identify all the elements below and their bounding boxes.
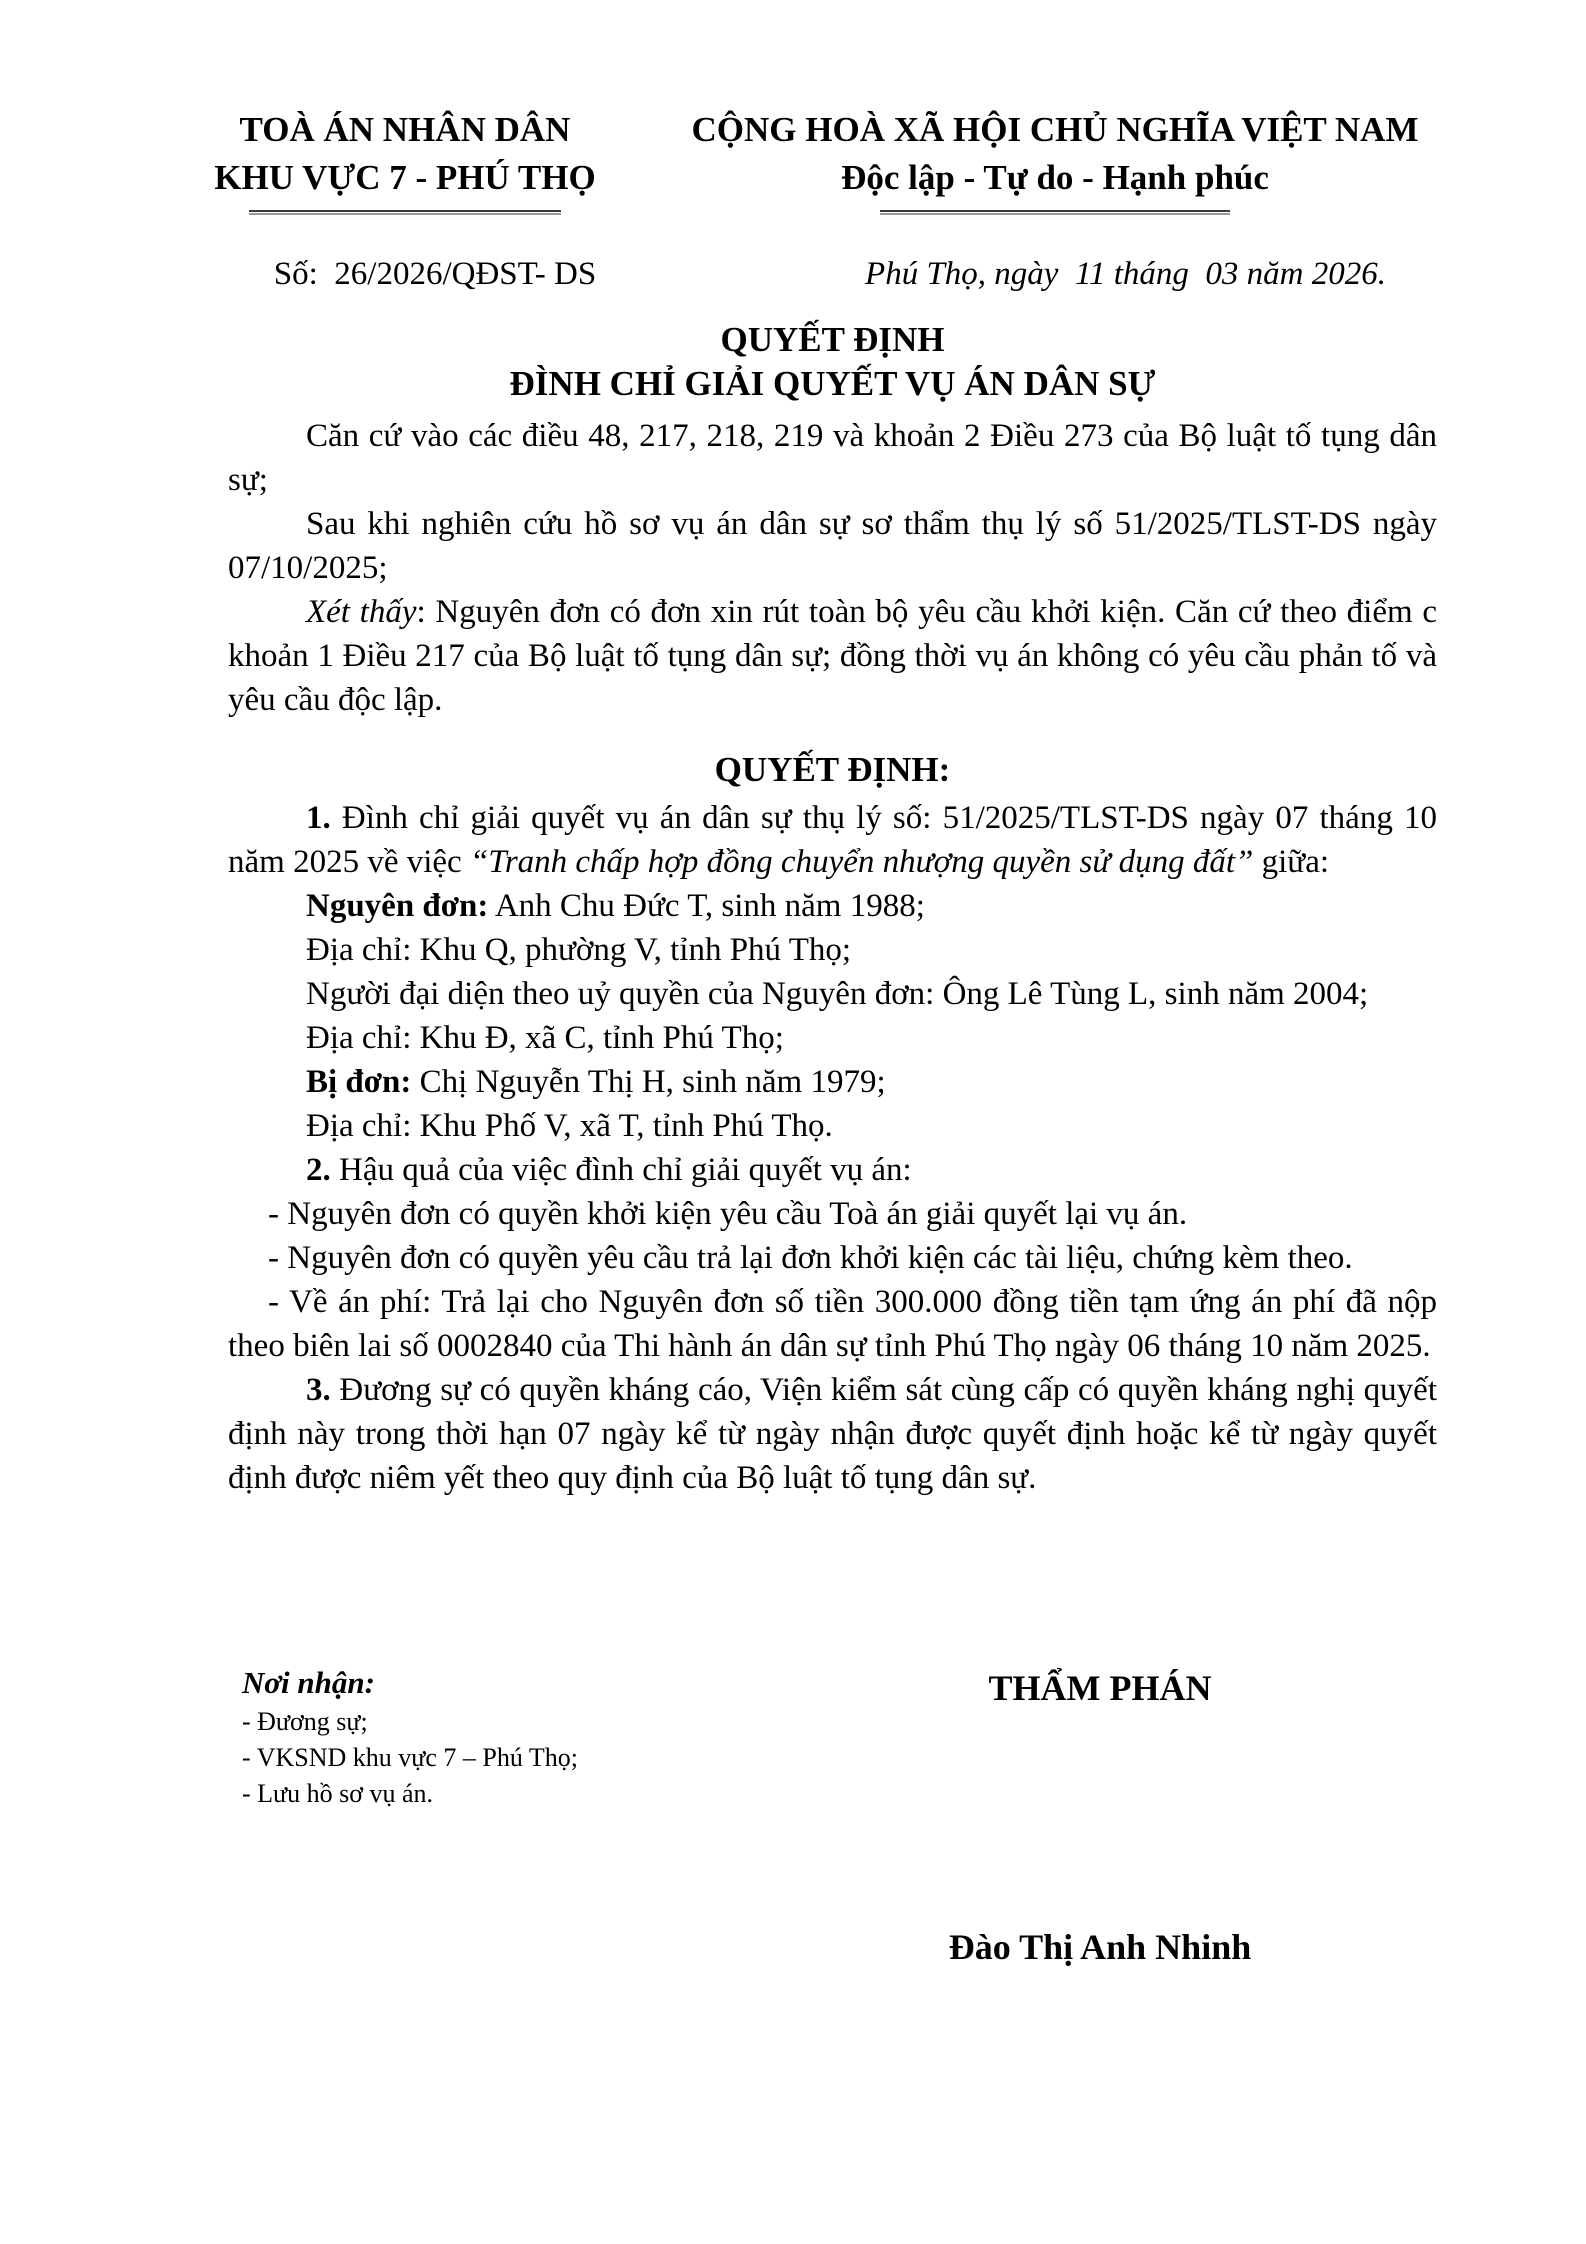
signer-name: Đào Thị Anh Nhinh	[948, 1927, 1252, 1967]
item1-number: 1.	[306, 800, 331, 836]
national-header-block	[640, 106, 1470, 212]
consequence-point-3: - Về án phí: Trả lại cho Nguyên đơn số tiền 300.000 đồng tiền tạm ứng án phí đã nộp theo biên lai số 0002840 của Thi hành án dân sự tỉnh Phú Thọ ngày 06 tháng 10 năm 2025.	[228, 1284, 1437, 1364]
representative-line: Người đại diện theo uỷ quyền của Nguyên đơn: Ông Lê Tùng L, sinh năm 2004;	[306, 976, 1369, 1012]
case-name: “Tranh chấp hợp đồng chuyển nhượng quyền sử dụng đất”	[469, 844, 1254, 880]
decision-item-3	[228, 1368, 1437, 1500]
place-date-line: Phú Thọ, ngày 11 tháng 03 năm 2026.	[865, 256, 1386, 292]
document-footer	[0, 1662, 1586, 2222]
decision-heading: QUYẾT ĐỊNH:	[714, 750, 951, 789]
defendant-line	[228, 1060, 1437, 1104]
title-line1: QUYẾT ĐỊNH	[720, 320, 945, 359]
consequence-point-1: - Nguyên đơn có quyền khởi kiện yêu cầu Toà án giải quyết lại vụ án.	[268, 1196, 1188, 1232]
title-line2: ĐÌNH CHỈ GIẢI QUYẾT VỤ ÁN DÂN SỰ	[509, 364, 1156, 403]
recipients-block	[242, 1662, 578, 1812]
national-motto-line: Độc lập - Tự do - Hạnh phúc	[841, 158, 1269, 197]
item1-text-post: giữa:	[1253, 844, 1330, 880]
issuing-court-block	[170, 106, 640, 212]
defendant-address-line: Địa chỉ: Khu Phố V, xã T, tỉnh Phú Thọ.	[306, 1108, 833, 1144]
item3-text: Đương sự có quyền kháng cáo, Viện kiểm sát cùng cấp có quyền kháng nghị quyết định này trong thời hạn 07 ngày kể từ ngày nhận được quyết định hoặc kể từ ngày quyết định được niêm yết theo quy định của Bộ luật tố tụng dân sự.	[228, 1372, 1437, 1496]
representative-address-line: Địa chỉ: Khu Đ, xã C, tỉnh Phú Thọ;	[306, 1020, 784, 1056]
plaintiff-value: Anh Chu Đức T, sinh năm 1988;	[488, 888, 925, 924]
plaintiff-label: Nguyên đơn:	[306, 888, 489, 924]
preamble-paragraph-3	[228, 590, 1437, 722]
recipient-item: - VKSND khu vực 7 – Phú Thọ;	[242, 1743, 578, 1772]
recipient-item: - Lưu hồ sơ vụ án.	[242, 1779, 434, 1808]
document-number: Số: 26/2026/QĐST- DS	[273, 256, 597, 292]
signature-block	[900, 1666, 1300, 1969]
decision-item-1	[228, 796, 1437, 884]
plaintiff-line	[228, 884, 1437, 928]
preamble-section	[228, 414, 1437, 722]
xet-thay-text: : Nguyên đơn có đơn xin rút toàn bộ yêu cầu khởi kiện. Căn cứ theo điểm c khoản 1 Điều 217 của Bộ luật tố tụng dân sự; đồng thời vụ án không có yêu cầu phản tố và yêu cầu độc lập.	[228, 594, 1437, 718]
decision-section	[228, 796, 1437, 1500]
recipient-item: - Đương sự;	[242, 1707, 368, 1736]
national-name-line: CỘNG HOÀ XÃ HỘI CHỦ NGHĨA VIỆT NAM	[691, 110, 1419, 149]
recipients-label: Nơi nhận:	[242, 1665, 375, 1700]
consequence-point-2: - Nguyên đơn có quyền yêu cầu trả lại đơn khởi kiện các tài liệu, chứng kèm theo.	[268, 1240, 1353, 1276]
xet-thay-lead: Xét thấy	[306, 594, 417, 630]
court-name-line1: TOÀ ÁN NHÂN DÂN	[239, 110, 571, 149]
document-header	[0, 0, 1586, 212]
defendant-label: Bị đơn:	[306, 1064, 412, 1100]
preamble-paragraph-1: Căn cứ vào các điều 48, 217, 218, 219 và khoản 2 Điều 273 của Bộ luật tố tụng dân sự;	[228, 418, 1437, 498]
document-title	[228, 318, 1437, 406]
motto-underline-rule	[880, 210, 1230, 212]
item2-text: Hậu quả của việc đình chỉ giải quyết vụ án:	[330, 1152, 912, 1188]
defendant-value: Chị Nguyễn Thị H, sinh năm 1979;	[411, 1064, 886, 1100]
item2-number: 2.	[306, 1152, 331, 1188]
decision-item-2	[228, 1148, 1437, 1192]
preamble-paragraph-2: Sau khi nghiên cứu hồ sơ vụ án dân sự sơ thẩm thụ lý số 51/2025/TLST-DS ngày 07/10/2025;	[228, 506, 1437, 586]
plaintiff-address-line: Địa chỉ: Khu Q, phường V, tỉnh Phú Thọ;	[306, 932, 852, 968]
court-name-line2: KHU VỰC 7 - PHÚ THỌ	[214, 158, 596, 197]
court-underline-rule	[249, 210, 561, 212]
number-date-row	[0, 252, 1586, 296]
item1-text-pre: Đình chỉ giải quyết vụ án dân sự thụ lý số: 51/2025/TLST-DS ngày 07 tháng 10 năm 2025 về việc	[228, 800, 1437, 880]
signer-title: THẨM PHÁN	[988, 1668, 1212, 1708]
item3-number: 3.	[306, 1372, 331, 1408]
